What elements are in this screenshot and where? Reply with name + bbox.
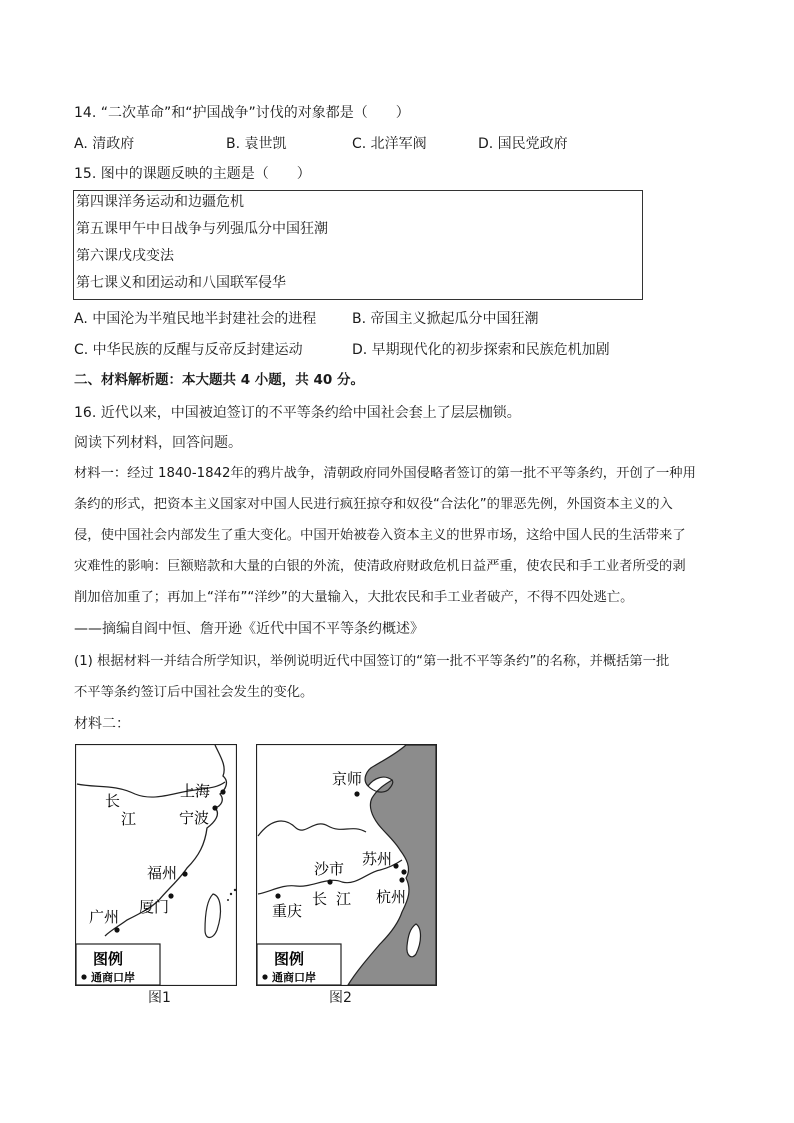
legend-title: 图例 xyxy=(274,950,305,968)
city-label-xiamen: 厦门 xyxy=(139,898,170,916)
river-label: 江 xyxy=(336,890,352,908)
city-label-jingshi: 京师 xyxy=(332,770,363,788)
lesson-item: 第五课甲午中日战争与列强瓜分中国狂潮 xyxy=(76,221,328,237)
legend-port-icon xyxy=(262,974,267,979)
map-1-caption: 图1 xyxy=(148,990,171,1006)
material2-label: 材料二： xyxy=(74,716,130,732)
port-ningbo-dot xyxy=(212,805,217,810)
map-2-caption: 图2 xyxy=(329,990,352,1006)
port-shashi-dot xyxy=(327,879,332,884)
legend-port-icon xyxy=(81,974,86,979)
river-label: 江 xyxy=(121,810,137,828)
q16-instruction: 阅读下列材料，回答问题。 xyxy=(74,435,242,451)
lesson-item: 第四课洋务运动和边疆危机 xyxy=(76,194,244,210)
city-label-guangzhou: 广州 xyxy=(89,908,120,926)
q14-option-a: A. 清政府 xyxy=(74,136,135,152)
material1-line: 条约的形式，把资本主义国家对中国人民进行疯狂掠夺和奴役“合法化”的罪恶先例，外国资本主义的入 xyxy=(74,497,673,512)
city-label-shanghai: 上海 xyxy=(180,782,211,800)
port-shanghai-dot xyxy=(220,789,225,794)
river-label: 长 xyxy=(105,792,121,810)
q14-option-b: B. 袁世凯 xyxy=(226,136,287,152)
legend-item: 通商口岸 xyxy=(272,971,316,984)
lesson-item: 第七课义和团运动和八国联军侵华 xyxy=(76,275,286,291)
port-guangzhou-dot xyxy=(114,927,119,932)
port-xiamen-dot xyxy=(168,893,173,898)
map-figure-1 xyxy=(75,744,237,986)
q15-stem: 15. 图中的课题反映的主题是（ ） xyxy=(74,166,311,182)
port-suzhou-dot xyxy=(393,863,398,868)
legend-item: 通商口岸 xyxy=(91,971,135,984)
river-label: 长 xyxy=(312,890,328,908)
city-label-ningbo: 宁波 xyxy=(179,809,210,827)
q14-option-c: C. 北洋军阀 xyxy=(352,136,427,152)
lesson-item: 第六课戊戌变法 xyxy=(76,248,174,264)
q15-option-b: B. 帝国主义掀起瓜分中国狂潮 xyxy=(352,311,539,327)
q14-stem: 14. “二次革命”和“护国战争”讨伐的对象都是（ ） xyxy=(74,105,410,121)
q15-option-c: C. 中华民族的反醒与反帝反封建运动 xyxy=(74,342,303,358)
city-label-suzhou: 苏州 xyxy=(362,850,393,868)
map-figure-2 xyxy=(256,744,437,986)
city-label-hangzhou: 杭州 xyxy=(376,888,407,906)
material1-line: 削加倍加重了；再加上“洋布”“洋纱”的大量输入，大批农民和手工业者破产，不得不四处逃亡。 xyxy=(74,590,634,605)
legend-title: 图例 xyxy=(93,950,124,968)
port-jingshi-dot xyxy=(354,791,359,796)
port-fuzhou-dot xyxy=(182,871,187,876)
material1-line: 灾难性的影响：巨额赔款和大量的白银的外流，使清政府财政危机日益严重，使农民和手工业者所受的剥 xyxy=(74,559,686,574)
q14-option-d: D. 国民党政府 xyxy=(478,136,568,152)
material1-line: 侵，使中国社会内部发生了重大变化。中国开始被卷入资本主义的世界市场，这给中国人民的生活带来了 xyxy=(74,528,686,543)
q15-option-a: A. 中国沦为半殖民地半封建社会的进程 xyxy=(74,311,317,327)
city-label-chongqing: 重庆 xyxy=(272,902,303,920)
q15-option-d: D. 早期现代化的初步探索和民族危机加剧 xyxy=(352,342,610,358)
port-chongqing-dot xyxy=(275,893,280,898)
section-heading: 二、材料解析题：本大题共 4 小题，共 40 分。 xyxy=(74,372,364,388)
port-suzhou2-dot xyxy=(401,869,406,874)
question1-line: 不平等条约签订后中国社会发生的变化。 xyxy=(74,685,314,700)
map-1-drawing xyxy=(75,744,237,986)
q15-lesson-table xyxy=(73,190,643,300)
port-hangzhou-dot xyxy=(399,877,404,882)
map-2-drawing xyxy=(256,744,437,986)
question1-line: (1) 根据材料一并结合所学知识，举例说明近代中国签订的“第一批不平等条约”的名称，并概括第一批 xyxy=(74,654,670,669)
q16-intro: 16. 近代以来，中国被迫签订的不平等条约给中国社会套上了层层枷锁。 xyxy=(74,405,521,421)
material1-source: ——摘编自阎中恒、詹开逊《近代中国不平等条约概述》 xyxy=(74,621,424,637)
city-label-shashi: 沙市 xyxy=(314,860,345,878)
material1-line: 材料一：经过 1840-1842年的鸦片战争，清朝政府同外国侵略者签订的第一批不平等条约，开创了一种用 xyxy=(74,466,696,481)
city-label-fuzhou: 福州 xyxy=(147,864,178,882)
